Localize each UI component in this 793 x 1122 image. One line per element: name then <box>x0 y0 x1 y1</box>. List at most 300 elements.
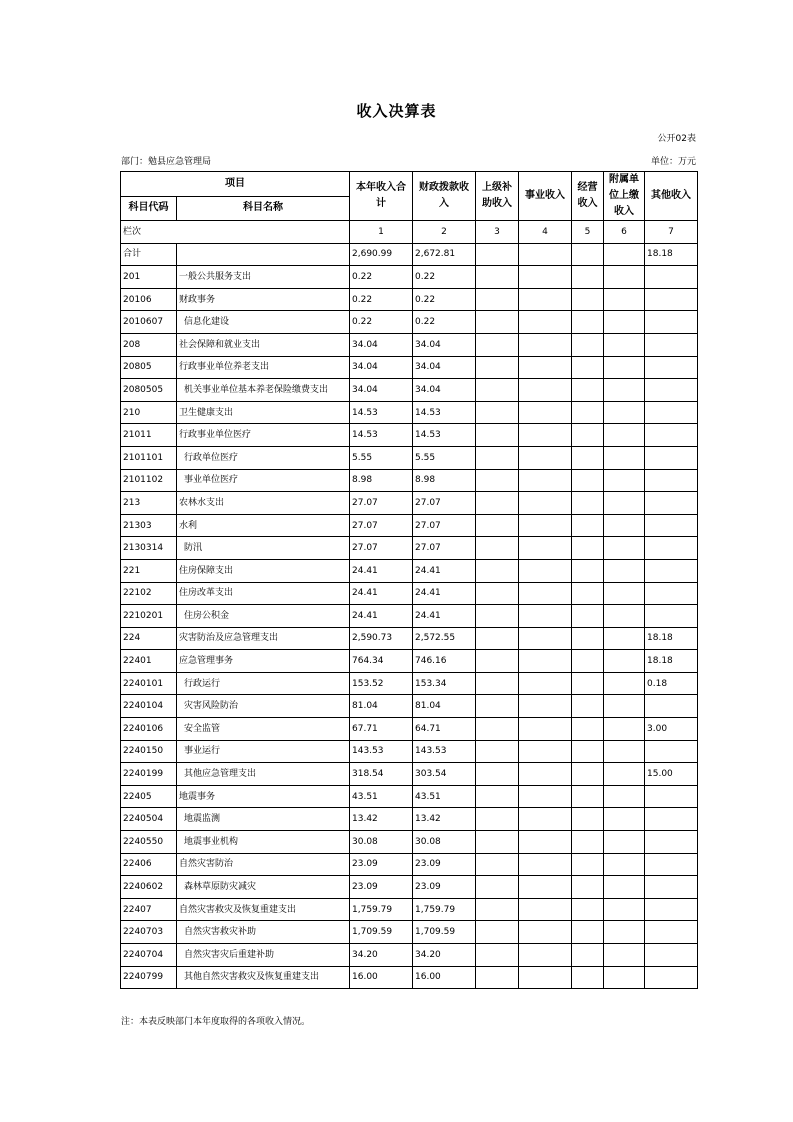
cell-other <box>645 537 698 560</box>
table-row <box>121 311 698 334</box>
table-row <box>121 605 698 628</box>
cell-code: 210 <box>121 401 177 424</box>
cell-operating <box>572 672 604 695</box>
cell-other: 15.00 <box>645 763 698 786</box>
cell-superior <box>476 446 519 469</box>
column-index-number: 1 <box>350 221 413 244</box>
header-other: 其他收入 <box>645 172 698 221</box>
cell-name: 行政单位医疗 <box>177 446 350 469</box>
cell-code: 21011 <box>121 424 177 447</box>
cell-affiliated <box>604 898 645 921</box>
cell-affiliated <box>604 785 645 808</box>
cell-business <box>519 966 572 989</box>
cell-name: 自然灾害防治 <box>177 853 350 876</box>
cell-code: 2240150 <box>121 740 177 763</box>
cell-name: 森林草原防灾减灾 <box>177 876 350 899</box>
cell-total: 27.07 <box>350 514 413 537</box>
cell-operating <box>572 966 604 989</box>
cell-total: 153.52 <box>350 672 413 695</box>
cell-affiliated <box>604 243 645 266</box>
cell-affiliated <box>604 469 645 492</box>
cell-operating <box>572 627 604 650</box>
table-row <box>121 876 698 899</box>
table-row <box>121 356 698 379</box>
table-row <box>121 785 698 808</box>
cell-total: 27.07 <box>350 537 413 560</box>
cell-affiliated <box>604 740 645 763</box>
header-fiscal: 财政拨款收入 <box>413 172 476 221</box>
cell-superior <box>476 785 519 808</box>
cell-operating <box>572 831 604 854</box>
cell-business <box>519 288 572 311</box>
cell-name: 地震监测 <box>177 808 350 831</box>
table-row <box>121 672 698 695</box>
cell-name: 防汛 <box>177 537 350 560</box>
cell-fiscal: 34.04 <box>413 356 476 379</box>
cell-name: 住房保障支出 <box>177 559 350 582</box>
cell-other: 18.18 <box>645 627 698 650</box>
cell-fiscal: 27.07 <box>413 514 476 537</box>
cell-superior <box>476 650 519 673</box>
cell-affiliated <box>604 514 645 537</box>
cell-business <box>519 740 572 763</box>
cell-total: 2,590.73 <box>350 627 413 650</box>
cell-code: 2240703 <box>121 921 177 944</box>
cell-total: 0.22 <box>350 311 413 334</box>
cell-affiliated <box>604 288 645 311</box>
cell-other: 3.00 <box>645 718 698 741</box>
cell-fiscal: 2,572.55 <box>413 627 476 650</box>
cell-affiliated <box>604 718 645 741</box>
cell-code: 21303 <box>121 514 177 537</box>
header-total: 本年收入合计 <box>350 172 413 221</box>
cell-code: 2130314 <box>121 537 177 560</box>
cell-total: 24.41 <box>350 559 413 582</box>
cell-business <box>519 266 572 289</box>
cell-other: 0.18 <box>645 672 698 695</box>
cell-total: 67.71 <box>350 718 413 741</box>
cell-business <box>519 876 572 899</box>
cell-name <box>177 243 350 266</box>
table-row <box>121 333 698 356</box>
column-index-number: 6 <box>604 221 645 244</box>
cell-total: 14.53 <box>350 401 413 424</box>
column-index-number: 5 <box>572 221 604 244</box>
cell-operating <box>572 243 604 266</box>
cell-total: 34.04 <box>350 379 413 402</box>
cell-other <box>645 808 698 831</box>
page-title: 收入决算表 <box>356 102 437 120</box>
cell-name: 社会保障和就业支出 <box>177 333 350 356</box>
cell-fiscal: 16.00 <box>413 966 476 989</box>
cell-business <box>519 379 572 402</box>
cell-code: 2240106 <box>121 718 177 741</box>
table-row <box>121 763 698 786</box>
cell-operating <box>572 921 604 944</box>
cell-business <box>519 853 572 876</box>
cell-other <box>645 921 698 944</box>
table-row <box>121 401 698 424</box>
cell-business <box>519 243 572 266</box>
cell-superior <box>476 718 519 741</box>
cell-code: 2240550 <box>121 831 177 854</box>
cell-code: 合计 <box>121 243 177 266</box>
cell-operating <box>572 898 604 921</box>
cell-name: 行政运行 <box>177 672 350 695</box>
header-name: 科目名称 <box>177 196 350 221</box>
cell-affiliated <box>604 446 645 469</box>
table-row <box>121 243 698 266</box>
cell-affiliated <box>604 853 645 876</box>
cell-name: 安全监管 <box>177 718 350 741</box>
cell-business <box>519 808 572 831</box>
cell-business <box>519 356 572 379</box>
cell-business <box>519 333 572 356</box>
cell-affiliated <box>604 763 645 786</box>
cell-superior <box>476 944 519 967</box>
table-row <box>121 831 698 854</box>
cell-operating <box>572 424 604 447</box>
cell-operating <box>572 446 604 469</box>
cell-affiliated <box>604 537 645 560</box>
cell-business <box>519 446 572 469</box>
cell-superior <box>476 763 519 786</box>
cell-name: 其他应急管理支出 <box>177 763 350 786</box>
column-index-label: 栏次 <box>121 221 350 244</box>
cell-total: 0.22 <box>350 288 413 311</box>
cell-other <box>645 966 698 989</box>
cell-fiscal: 23.09 <box>413 853 476 876</box>
cell-superior <box>476 243 519 266</box>
cell-superior <box>476 695 519 718</box>
cell-superior <box>476 514 519 537</box>
cell-total: 8.98 <box>350 469 413 492</box>
cell-affiliated <box>604 876 645 899</box>
cell-operating <box>572 808 604 831</box>
cell-operating <box>572 650 604 673</box>
header-operating: 经营收入 <box>572 172 604 221</box>
cell-business <box>519 785 572 808</box>
cell-code: 20106 <box>121 288 177 311</box>
cell-operating <box>572 537 604 560</box>
cell-total: 34.20 <box>350 944 413 967</box>
cell-name: 灾害风险防治 <box>177 695 350 718</box>
cell-operating <box>572 266 604 289</box>
cell-code: 2240504 <box>121 808 177 831</box>
cell-code: 22102 <box>121 582 177 605</box>
cell-total: 23.09 <box>350 876 413 899</box>
cell-operating <box>572 559 604 582</box>
cell-business <box>519 672 572 695</box>
cell-superior <box>476 808 519 831</box>
cell-name: 其他自然灾害救灾及恢复重建支出 <box>177 966 350 989</box>
cell-operating <box>572 379 604 402</box>
cell-fiscal: 23.09 <box>413 876 476 899</box>
cell-code: 201 <box>121 266 177 289</box>
cell-operating <box>572 401 604 424</box>
cell-business <box>519 537 572 560</box>
cell-code: 2101102 <box>121 469 177 492</box>
cell-total: 34.04 <box>350 356 413 379</box>
cell-affiliated <box>604 627 645 650</box>
cell-business <box>519 582 572 605</box>
table-row <box>121 966 698 989</box>
cell-fiscal: 30.08 <box>413 831 476 854</box>
cell-affiliated <box>604 921 645 944</box>
cell-superior <box>476 966 519 989</box>
cell-total: 43.51 <box>350 785 413 808</box>
cell-name: 水利 <box>177 514 350 537</box>
cell-operating <box>572 333 604 356</box>
cell-total: 5.55 <box>350 446 413 469</box>
cell-fiscal: 143.53 <box>413 740 476 763</box>
cell-other: 18.18 <box>645 243 698 266</box>
cell-other <box>645 582 698 605</box>
cell-name: 农林水支出 <box>177 492 350 515</box>
cell-other <box>645 898 698 921</box>
cell-other: 18.18 <box>645 650 698 673</box>
cell-fiscal: 81.04 <box>413 695 476 718</box>
cell-business <box>519 898 572 921</box>
cell-total: 13.42 <box>350 808 413 831</box>
cell-other <box>645 424 698 447</box>
cell-code: 22406 <box>121 853 177 876</box>
cell-fiscal: 43.51 <box>413 785 476 808</box>
cell-total: 24.41 <box>350 605 413 628</box>
cell-fiscal: 0.22 <box>413 288 476 311</box>
cell-business <box>519 763 572 786</box>
cell-name: 一般公共服务支出 <box>177 266 350 289</box>
cell-fiscal: 8.98 <box>413 469 476 492</box>
table-row <box>121 288 698 311</box>
cell-other <box>645 831 698 854</box>
cell-affiliated <box>604 379 645 402</box>
cell-other <box>645 333 698 356</box>
cell-superior <box>476 469 519 492</box>
header-superior: 上级补助收入 <box>476 172 519 221</box>
cell-name: 住房公积金 <box>177 605 350 628</box>
cell-superior <box>476 288 519 311</box>
cell-code: 224 <box>121 627 177 650</box>
cell-code: 2101101 <box>121 446 177 469</box>
cell-total: 318.54 <box>350 763 413 786</box>
cell-name: 自然灾害救灾及恢复重建支出 <box>177 898 350 921</box>
cell-affiliated <box>604 492 645 515</box>
cell-business <box>519 605 572 628</box>
table-row <box>121 492 698 515</box>
cell-fiscal: 1,759.79 <box>413 898 476 921</box>
cell-affiliated <box>604 831 645 854</box>
table-body <box>121 243 698 989</box>
cell-affiliated <box>604 966 645 989</box>
column-index-number: 7 <box>645 221 698 244</box>
cell-fiscal: 1,709.59 <box>413 921 476 944</box>
cell-affiliated <box>604 808 645 831</box>
cell-operating <box>572 469 604 492</box>
cell-code: 2240104 <box>121 695 177 718</box>
table-row <box>121 537 698 560</box>
column-index-number: 4 <box>519 221 572 244</box>
cell-business <box>519 695 572 718</box>
header-affiliated: 附属单位上缴收入 <box>604 172 645 221</box>
cell-operating <box>572 876 604 899</box>
cell-business <box>519 311 572 334</box>
cell-total: 30.08 <box>350 831 413 854</box>
table-row <box>121 740 698 763</box>
cell-code: 2240199 <box>121 763 177 786</box>
cell-name: 自然灾害救灾补助 <box>177 921 350 944</box>
table-row <box>121 514 698 537</box>
cell-affiliated <box>604 650 645 673</box>
cell-business <box>519 401 572 424</box>
cell-superior <box>476 853 519 876</box>
cell-fiscal: 34.20 <box>413 944 476 967</box>
cell-fiscal: 5.55 <box>413 446 476 469</box>
cell-superior <box>476 559 519 582</box>
cell-superior <box>476 424 519 447</box>
cell-affiliated <box>604 944 645 967</box>
cell-total: 0.22 <box>350 266 413 289</box>
cell-superior <box>476 898 519 921</box>
cell-total: 1,709.59 <box>350 921 413 944</box>
cell-business <box>519 831 572 854</box>
cell-operating <box>572 514 604 537</box>
cell-business <box>519 492 572 515</box>
cell-other <box>645 379 698 402</box>
cell-superior <box>476 379 519 402</box>
department-label: 部门：勉县应急管理局 <box>121 157 212 167</box>
cell-superior <box>476 605 519 628</box>
header-business: 事业收入 <box>519 172 572 221</box>
cell-fiscal: 64.71 <box>413 718 476 741</box>
cell-operating <box>572 740 604 763</box>
cell-fiscal: 153.34 <box>413 672 476 695</box>
cell-business <box>519 424 572 447</box>
cell-code: 22405 <box>121 785 177 808</box>
cell-operating <box>572 785 604 808</box>
table-row <box>121 944 698 967</box>
cell-superior <box>476 876 519 899</box>
cell-other <box>645 944 698 967</box>
cell-operating <box>572 605 604 628</box>
cell-operating <box>572 311 604 334</box>
cell-total: 764.34 <box>350 650 413 673</box>
cell-code: 221 <box>121 559 177 582</box>
cell-business <box>519 559 572 582</box>
cell-total: 34.04 <box>350 333 413 356</box>
cell-affiliated <box>604 333 645 356</box>
cell-other <box>645 514 698 537</box>
cell-superior <box>476 921 519 944</box>
table-row <box>121 582 698 605</box>
cell-total: 23.09 <box>350 853 413 876</box>
cell-affiliated <box>604 559 645 582</box>
cell-superior <box>476 311 519 334</box>
cell-operating <box>572 288 604 311</box>
cell-name: 机关事业单位基本养老保险缴费支出 <box>177 379 350 402</box>
cell-code: 213 <box>121 492 177 515</box>
table-row <box>121 559 698 582</box>
cell-business <box>519 650 572 673</box>
cell-code: 2080505 <box>121 379 177 402</box>
cell-affiliated <box>604 311 645 334</box>
cell-operating <box>572 492 604 515</box>
cell-superior <box>476 266 519 289</box>
cell-affiliated <box>604 424 645 447</box>
table-row <box>121 695 698 718</box>
cell-fiscal: 14.53 <box>413 424 476 447</box>
cell-other <box>645 401 698 424</box>
cell-affiliated <box>604 266 645 289</box>
cell-operating <box>572 695 604 718</box>
cell-fiscal: 303.54 <box>413 763 476 786</box>
table-row <box>121 266 698 289</box>
cell-other <box>645 492 698 515</box>
cell-code: 20805 <box>121 356 177 379</box>
cell-affiliated <box>604 582 645 605</box>
column-index-number: 3 <box>476 221 519 244</box>
cell-name: 地震事务 <box>177 785 350 808</box>
footnote: 注：本表反映部门本年度取得的各项收入情况。 <box>121 1017 311 1027</box>
cell-affiliated <box>604 672 645 695</box>
cell-business <box>519 921 572 944</box>
cell-name: 灾害防治及应急管理支出 <box>177 627 350 650</box>
cell-name: 自然灾害灾后重建补助 <box>177 944 350 967</box>
cell-fiscal: 34.04 <box>413 333 476 356</box>
table-row <box>121 446 698 469</box>
cell-fiscal: 27.07 <box>413 492 476 515</box>
table-row <box>121 627 698 650</box>
cell-other <box>645 446 698 469</box>
cell-fiscal: 34.04 <box>413 379 476 402</box>
table-row <box>121 718 698 741</box>
cell-code: 2010607 <box>121 311 177 334</box>
cell-name: 事业单位医疗 <box>177 469 350 492</box>
table-row <box>121 379 698 402</box>
cell-operating <box>572 944 604 967</box>
header-code: 科目代码 <box>121 196 177 221</box>
cell-affiliated <box>604 401 645 424</box>
cell-other <box>645 853 698 876</box>
cell-name: 卫生健康支出 <box>177 401 350 424</box>
cell-code: 2240602 <box>121 876 177 899</box>
cell-other <box>645 266 698 289</box>
table-row <box>121 898 698 921</box>
cell-name: 地震事业机构 <box>177 831 350 854</box>
cell-code: 2240799 <box>121 966 177 989</box>
cell-operating <box>572 853 604 876</box>
cell-other <box>645 356 698 379</box>
table-row <box>121 808 698 831</box>
cell-fiscal: 746.16 <box>413 650 476 673</box>
cell-superior <box>476 492 519 515</box>
cell-superior <box>476 831 519 854</box>
cell-total: 27.07 <box>350 492 413 515</box>
cell-name: 信息化建设 <box>177 311 350 334</box>
cell-total: 16.00 <box>350 966 413 989</box>
cell-superior <box>476 537 519 560</box>
cell-fiscal: 0.22 <box>413 266 476 289</box>
cell-code: 2240704 <box>121 944 177 967</box>
cell-superior <box>476 582 519 605</box>
table-row <box>121 650 698 673</box>
cell-name: 行政事业单位养老支出 <box>177 356 350 379</box>
cell-superior <box>476 356 519 379</box>
cell-superior <box>476 740 519 763</box>
cell-operating <box>572 582 604 605</box>
cell-superior <box>476 627 519 650</box>
cell-other <box>645 559 698 582</box>
